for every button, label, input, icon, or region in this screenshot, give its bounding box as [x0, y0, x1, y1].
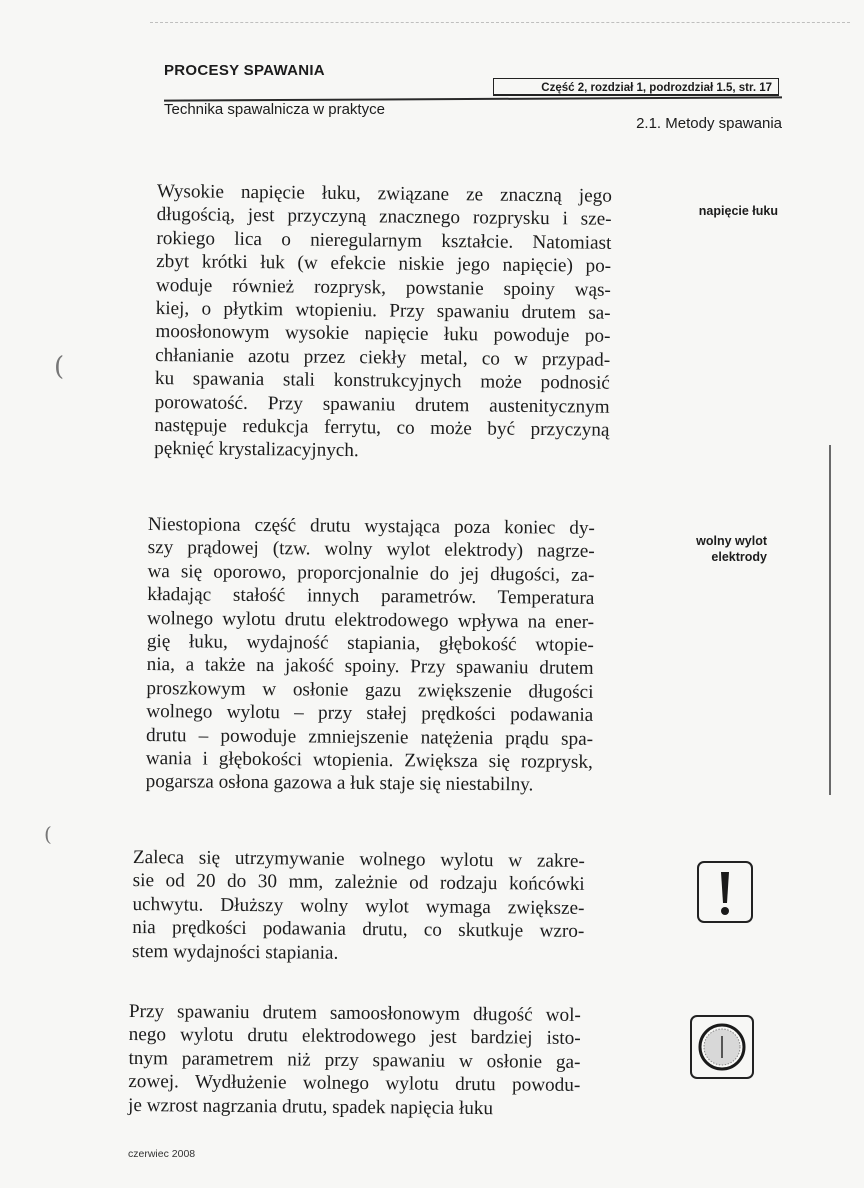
paragraph-line: wania i głębokości wtopienia. Zwiększa się rozprysk, — [145, 748, 593, 773]
paragraph-line: zbyt krótki łuk (w efekcie niskie jego napięcie) po- — [156, 251, 612, 277]
paragraph-line: gię łuku, wydajność stapiania, głębokość wtopie- — [146, 631, 594, 656]
paragraph-line: sie od 20 do 30 mm, zależnie od rodzaju końcówki — [132, 870, 585, 896]
paragraph-line: kiej, o płytkim wtopieniu. Przy spawaniu drutem sa- — [155, 298, 611, 324]
paragraph-self-shielded-wire — [128, 1000, 581, 1121]
paragraph-line: wa się oporowo, proporcjonalnie do jej długości, za- — [147, 560, 595, 586]
paragraph-line: nego wylotu drutu elektrodowego jest bardziej isto- — [128, 1024, 581, 1050]
header-section: 2.1. Metody spawania — [636, 115, 782, 132]
header-title: PROCESY SPAWANIA — [164, 62, 325, 79]
scan-bracket-mark: ( — [54, 352, 65, 382]
paragraph-line: stem wydajności stapiania. — [131, 940, 339, 964]
paragraph-line: wolnego wylotu drutu elektrodowego wpływa na ener- — [146, 607, 595, 633]
paragraph-line: moosłonowym wysokie napięcie łuku powoduje po- — [155, 321, 611, 348]
paragraph-line: uchwytu. Dłuższy wolny wylot wymaga zwiększe- — [132, 893, 585, 919]
paragraph-line: Niestopiona część drutu wystająca poza koniec dy- — [147, 513, 595, 539]
margin-note-line: wolny wylot — [696, 534, 767, 548]
header-subtitle: Technika spawalnicza w praktyce — [164, 101, 385, 118]
paragraph-line: następuje redukcja ferrytu, co może być przyczyną — [154, 415, 610, 441]
paragraph-line: zowej. Wydłużenie wolnego wylotu drutu powodu- — [128, 1071, 581, 1097]
paragraph-arc-voltage — [154, 180, 612, 466]
paragraph-line: drutu – powoduje zmniejszenie natężenia prądu spa- — [145, 724, 594, 750]
paragraph-line: Zaleca się utrzymywanie wolnego wylotu w zakre- — [132, 846, 585, 872]
paragraph-line: nia, a także na jakość spoiny. Przy spawaniu drutem — [146, 654, 594, 680]
paragraph-line: ku spawania stali konstrukcyjnych może podnosić — [154, 368, 611, 395]
header-reference-box: Część 2, rozdział 1, podrozdział 1.5, str. 17 — [493, 78, 779, 96]
footer-date: czerwiec 2008 — [128, 1148, 196, 1160]
paragraph-line: rokiego lica o nieregularnym kształcie. Natomiast — [156, 227, 612, 254]
paragraph-line: tnym parametrem niż przy spawaniu w osłonie ga- — [128, 1047, 581, 1073]
margin-note-line: napięcie łuku — [698, 204, 778, 218]
paragraph-line: chłanianie azotu przez ciekły metal, co w przypad- — [155, 344, 611, 371]
paragraph-line: kładając stałość innych parametrów. Temperatura — [147, 584, 595, 610]
paragraph-recommendation — [132, 846, 585, 967]
margin-note-line: elektrody — [711, 550, 767, 564]
margin-note-free-wire-end — [696, 533, 767, 565]
scan-artifact-line — [150, 22, 850, 23]
scan-margin-line — [829, 445, 831, 795]
scan-bracket-mark: ( — [44, 822, 52, 846]
paragraph-line: szy prądowej (tzw. wolny wylot elektrody) nagrze- — [147, 537, 595, 563]
paragraph-free-wire-end — [146, 513, 595, 798]
margin-note-arc-voltage — [699, 203, 778, 219]
paragraph-line: pęknięć krystalizacyjnych. — [154, 438, 359, 462]
exclamation-icon — [696, 860, 754, 929]
info-circle-icon — [689, 1014, 755, 1085]
paragraph-line: wolnego wylotu – przy stałej prędkości podawania — [146, 701, 594, 727]
paragraph-line: nia prędkości podawania drutu, co skutkuje wzro- — [132, 917, 585, 943]
paragraph-line: je wzrost nagrzania drutu, spadek napięcia łuku — [127, 1094, 494, 1119]
paragraph-line: długością, jest przyczyną znacznego rozprysku i sze- — [156, 204, 612, 231]
paragraph-line: porowatość. Przy spawaniu drutem austenitycznym — [154, 391, 610, 418]
paragraph-line: woduje również rozprysk, powstanie spoiny wąs- — [155, 274, 611, 301]
paragraph-line: pogarsza osłona gazowa a łuk staje się niestabilny. — [145, 771, 534, 796]
paragraph-line: proszkowym w osłonie gazu zwiększenie długości — [146, 677, 594, 703]
paragraph-line: Przy spawaniu drutem samoosłonowym długość wol- — [128, 1000, 581, 1026]
paragraph-line: Wysokie napięcie łuku, związane ze znaczną jego — [156, 180, 612, 207]
